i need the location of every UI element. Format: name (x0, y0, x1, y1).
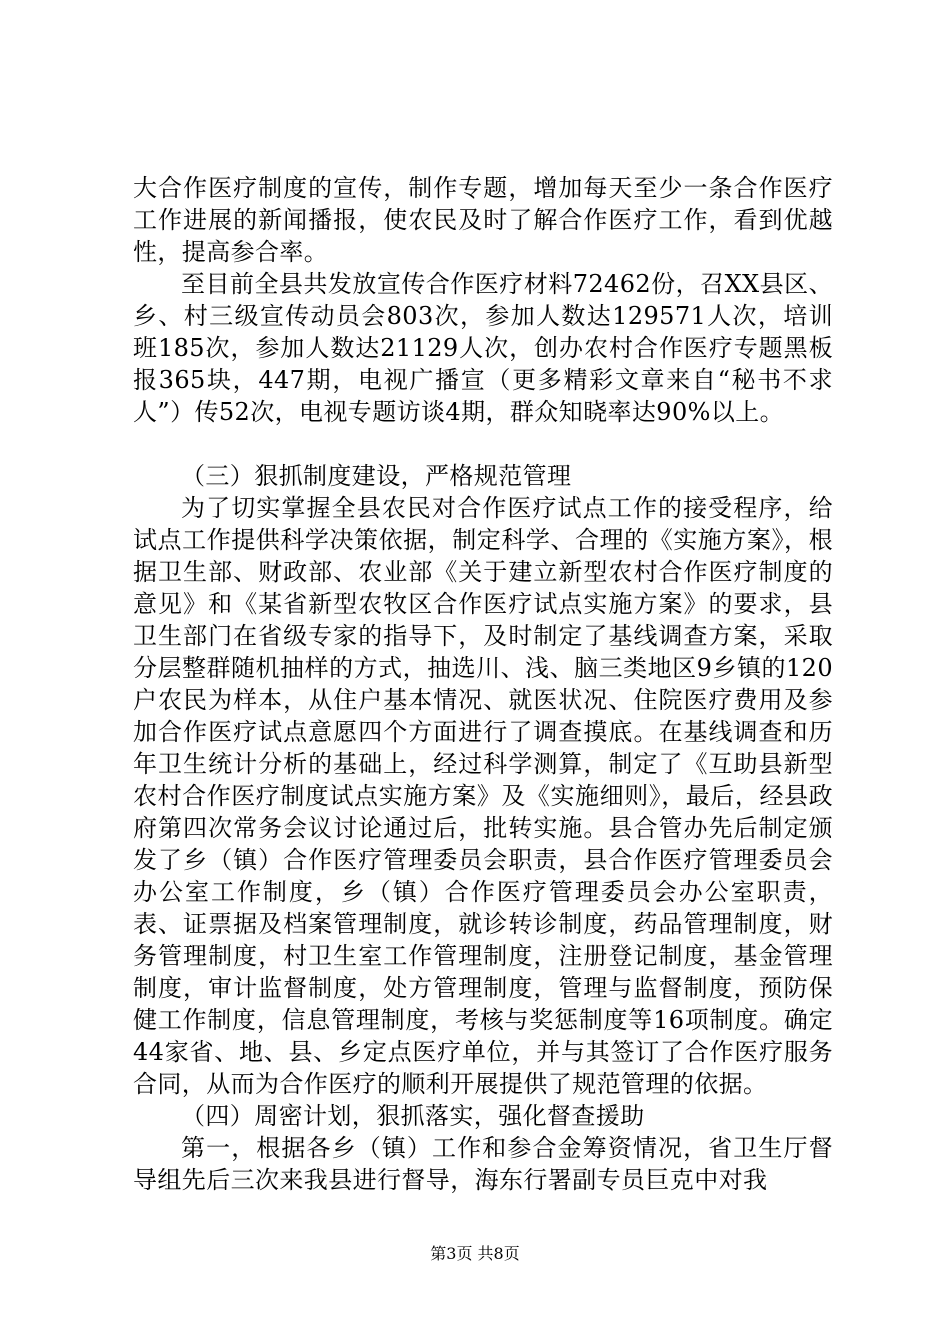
document-body (133, 172, 833, 1196)
paragraph-supervision: 第一，根据各乡（镇）工作和参合金筹资情况，省卫生厅督导组先后三次来我县进行督导，海东行署副专员巨克中对我 (133, 1134, 833, 1194)
paragraph-statistics: 至目前全县共发放宣传合作医疗材料72462份，召XX县区、乡、村三级宣传动员会803次，参加人数达129571人次，培训班185次，参加人数达21129人次，创办农村合作医疗专题黑板报365块，447期，电视广播宣（更多精彩文章来自“秘书不求人”）传52次，电视专题访谈4期，群众知晓率达90%以上。 (133, 270, 833, 426)
paragraph-continued: 大合作医疗制度的宣传，制作专题，增加每天至少一条合作医疗工作进展的新闻播报，使农民及时了解合作医疗工作，看到优越性，提高参合率。 (133, 174, 833, 266)
section-heading-3: （三）狠抓制度建设，严格规范管理 (181, 462, 572, 490)
paragraph-system-building: 为了切实掌握全县农民对合作医疗试点工作的接受程序，给试点工作提供科学决策依据，制定科学、合理的《实施方案》，根据卫生部、财政部、农业部《关于建立新型农村合作医疗制度的意见》和《某省新型农牧区合作医疗试点实施方案》的要求，县卫生部门在省级专家的指导下，及时制定了基线调查方案，采取分层整群随机抽样的方式，抽选川、浅、脑三类地区9乡镇的120户农民为样本，从住户基本情况、就医状况、住院医疗费用及参加合作医疗试点意愿四个方面进行了调查摸底。在基线调查和历年卫生统计分析的基础上，经过科学测算，制定了《互助县新型农村合作医疗制度试点实施方案》及《实施细则》，最后，经县政府第四次常务会议讨论通过后，批转实施。县合管办先后制定颁发了乡（镇）合作医疗管理委员会职责，县合作医疗管理委员会办公室工作制度，乡（镇）合作医疗管理委员会办公室职责，表、证票据及档案管理制度，就诊转诊制度，药品管理制度，财务管理制度，村卫生室工作管理制度，注册登记制度，基金管理制度，审计监督制度，处方管理制度，管理与监督制度，预防保健工作制度，信息管理制度，考核与奖惩制度等16项制度。确定44家省、地、县、乡定点医疗单位，并与其签订了合作医疗服务合同，从而为合作医疗的顺利开展提供了规范管理的依据。 (133, 494, 833, 1098)
paragraph-gap (133, 428, 833, 460)
section-heading-4: （四）周密计划，狠抓落实，强化督查援助 (181, 1102, 645, 1130)
page-footer: 第3页 共8页 (430, 1244, 520, 1263)
